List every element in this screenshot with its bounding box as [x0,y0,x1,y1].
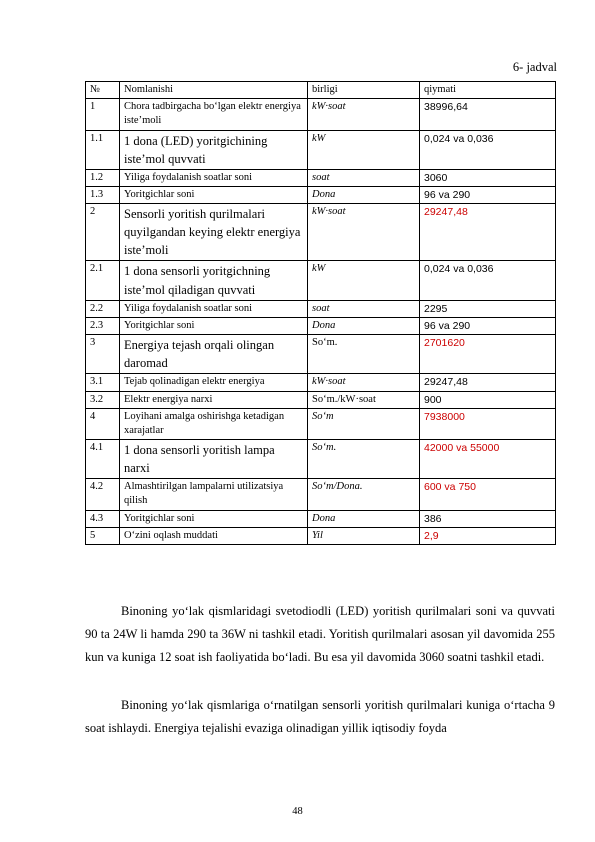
row-number-cell: 1.2 [86,169,120,186]
row-value-cell: 96 va 290 [420,317,556,334]
table-header-row [86,82,556,99]
row-name-cell: 1 dona (LED) yoritgichining iste’mol quvvati [120,130,308,169]
table-row [86,479,556,510]
row-value-cell: 386 [420,510,556,527]
row-unit-cell: So‘m. [308,440,420,479]
row-name-cell: Almashtirilgan lampalarni utilizatsiya qilish [120,479,308,510]
table-caption: 6- jadval [512,60,557,74]
row-number-cell: 4 [86,408,120,439]
table-body [86,99,556,545]
table-row [86,300,556,317]
row-name-cell: Sensorli yoritish qurilmalari quyilgandan keying elektr energiya iste’moli [120,204,308,261]
row-unit-cell: Yil [308,527,420,544]
table-row [86,527,556,544]
row-number-cell: 1 [86,99,120,130]
row-name-cell: Yiliga foydalanish soatlar soni [120,169,308,186]
row-unit-cell: kW [308,130,420,169]
row-value-cell: 29247,48 [420,374,556,391]
row-name-cell: Chora tadbirgacha bo‘lgan elektr energiya iste’moli [120,99,308,130]
row-number-cell: 1.1 [86,130,120,169]
data-table [85,81,556,545]
row-unit-cell: kW·soat [308,99,420,130]
row-number-cell: 1.3 [86,186,120,203]
row-name-cell: Energiya tejash orqali olingan daromad [120,335,308,374]
row-value-cell: 96 va 290 [420,186,556,203]
row-number-cell: 4.3 [86,510,120,527]
header-value: qiymati [420,82,556,99]
row-name-cell: Yiliga foydalanish soatlar soni [120,300,308,317]
row-name-cell: Loyihani amalga oshirishga ketadigan xarajatlar [120,408,308,439]
row-name-cell: Yoritgichlar soni [120,186,308,203]
row-value-cell: 42000 va 55000 [420,440,556,479]
row-value-cell: 900 [420,391,556,408]
row-name-cell: Tejab qolinadigan elektr energiya [120,374,308,391]
row-unit-cell: kW [308,261,420,300]
header-number: № [86,82,120,99]
table-row [86,317,556,334]
row-value-cell: 29247,48 [420,204,556,261]
table-row [86,335,556,374]
row-unit-cell: kW·soat [308,374,420,391]
header-name: Nomlanishi [120,82,308,99]
paragraph-2: Binoning yo‘lak qismlariga o‘rnatilgan sensorli yoritish qurilmalari kuniga o‘rtacha 9 soat ishlaydi. Energiya tejalishi evaziga olinadigan yillik iqtisodiy foyda [85,698,555,735]
row-unit-cell: Dona [308,186,420,203]
row-unit-cell: So‘m./kW·soat [308,391,420,408]
row-unit-cell: So‘m [308,408,420,439]
table-row [86,99,556,130]
row-unit-cell: Dona [308,510,420,527]
row-value-cell: 2295 [420,300,556,317]
row-number-cell: 3.2 [86,391,120,408]
page-number: 48 [292,806,303,817]
row-name-cell: Yoritgichlar soni [120,510,308,527]
row-value-cell: 0,024 va 0,036 [420,261,556,300]
row-number-cell: 4.1 [86,440,120,479]
row-unit-cell: soat [308,300,420,317]
row-unit-cell: Dona [308,317,420,334]
row-value-cell: 0,024 va 0,036 [420,130,556,169]
row-name-cell: 1 dona sensorli yoritgichning iste’mol qiladigan quvvati [120,261,308,300]
row-name-cell: O‘zini oqlash muddati [120,527,308,544]
row-name-cell: Yoritgichlar soni [120,317,308,334]
header-unit: birligi [308,82,420,99]
table-row [86,440,556,479]
row-number-cell: 5 [86,527,120,544]
row-value-cell: 3060 [420,169,556,186]
row-value-cell: 600 va 750 [420,479,556,510]
row-name-cell: 1 dona sensorli yoritish lampa narxi [120,440,308,479]
row-value-cell: 7938000 [420,408,556,439]
table-row [86,204,556,261]
row-number-cell: 2 [86,204,120,261]
row-unit-cell: So‘m/Dona. [308,479,420,510]
table-row [86,391,556,408]
row-number-cell: 2.2 [86,300,120,317]
row-number-cell: 2.1 [86,261,120,300]
row-unit-cell: kW·soat [308,204,420,261]
row-value-cell: 2701620 [420,335,556,374]
row-number-cell: 4.2 [86,479,120,510]
table-row [86,169,556,186]
paragraph-1: Binoning yo‘lak qismlaridagi svetodiodli (LED) yoritish qurilmalari soni va quvvati 90 ta 24W li hamda 290 ta 36W ni tashkil etadi. Yoritish qurilmalari asosan yil davomida 255 kun va kuniga 12 soat ish faoliyatida bo‘ladi. Bu esa yil davomida 3060 soatni tashkil etadi. [85,604,555,664]
row-number-cell: 2.3 [86,317,120,334]
table-row [86,374,556,391]
row-value-cell: 38996,64 [420,99,556,130]
row-number-cell: 3.1 [86,374,120,391]
row-number-cell: 3 [86,335,120,374]
table-row [86,130,556,169]
row-unit-cell: So‘m. [308,335,420,374]
row-value-cell: 2,9 [420,527,556,544]
table-row [86,510,556,527]
table-row [86,261,556,300]
row-name-cell: Elektr energiya narxi [120,391,308,408]
row-unit-cell: soat [308,169,420,186]
table-row [86,186,556,203]
table-row [86,408,556,439]
